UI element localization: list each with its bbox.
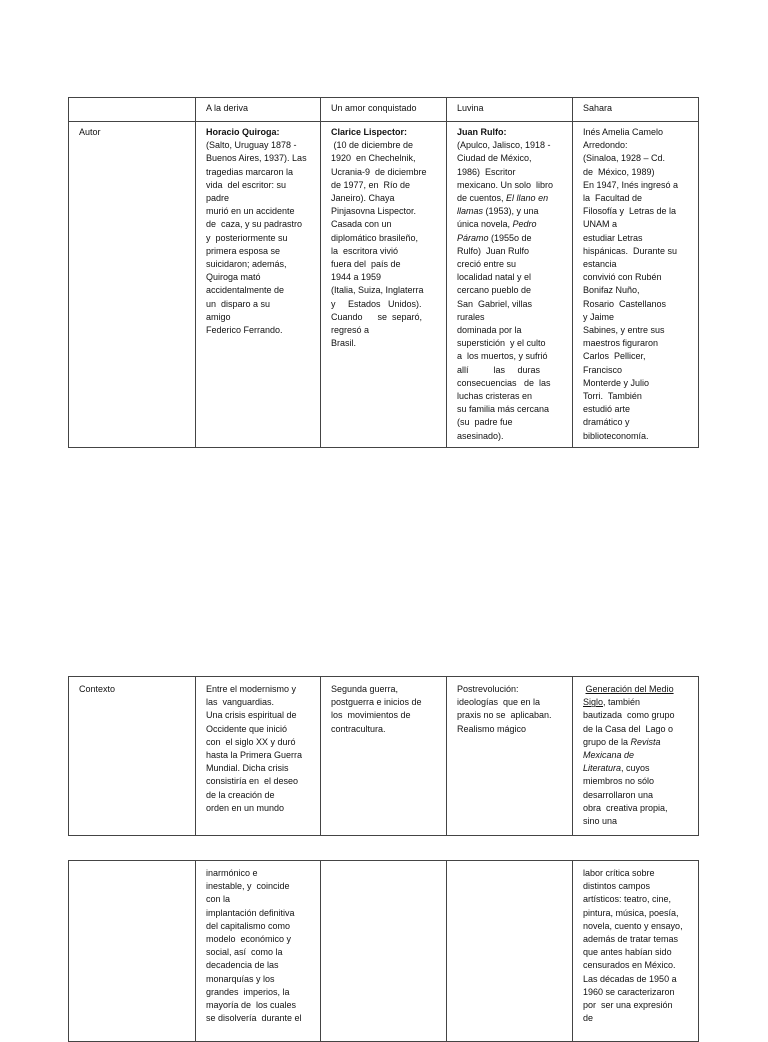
cell-empty-label xyxy=(69,861,196,1042)
text-line: novela, cuento y ensayo, xyxy=(583,920,683,931)
quiroga-bio xyxy=(206,139,314,337)
text-line: modelo económico y xyxy=(206,934,292,945)
text-line: primera esposa se xyxy=(206,245,281,256)
text-line: censurados en México. xyxy=(583,960,676,971)
lispector-bio xyxy=(331,139,440,350)
text-line: se disolvería durante el xyxy=(206,1013,302,1024)
text-line: rurales xyxy=(457,311,485,322)
revista-title-2: Mexicana de xyxy=(583,750,635,761)
text-line: un disparo a su xyxy=(206,298,271,309)
text-line: En 1947, Inés ingresó a xyxy=(583,179,679,190)
text-line: obra creativa propia, xyxy=(583,802,668,813)
text-line: Monterde y Julio xyxy=(583,377,650,388)
text-line: a los muertos, y sufrió xyxy=(457,351,548,362)
row-label-autor: Autor xyxy=(69,122,196,448)
text-line: distintos campos xyxy=(583,881,651,892)
text-line: grandes imperios, la xyxy=(206,986,290,997)
sahara-line-a1: de la Casa del Lago o xyxy=(583,723,674,734)
text-line: de la creación de xyxy=(206,789,275,800)
sahara-line-literatura xyxy=(583,762,692,775)
context-continued-table xyxy=(68,860,699,1042)
text-line: ideologías que en la xyxy=(457,697,541,708)
cell-cont-sahara xyxy=(573,861,699,1042)
cell-cont-luvina-empty xyxy=(447,861,573,1042)
cell-context-sahara xyxy=(573,677,699,836)
cell-context-luvina xyxy=(447,677,573,836)
text-line: regresó a xyxy=(331,325,370,336)
header-row xyxy=(69,98,699,122)
text-line: mayoría de los cuales xyxy=(206,1000,297,1011)
text-line: Torri. También xyxy=(583,391,642,402)
text-line: Bonifaz Nuño, xyxy=(583,285,640,296)
sahara-grupo-prefix: grupo de la xyxy=(583,736,631,747)
text-line: Pinjasovna Lispector. xyxy=(331,206,417,217)
text-line: San Gabriel, villas xyxy=(457,298,533,309)
text-line: las vanguardias. xyxy=(206,697,275,708)
text-line: la escritora vivió xyxy=(331,245,399,256)
text-line: vida del escritor: su xyxy=(206,179,287,190)
text-line: Sabines, y entre sus xyxy=(583,325,665,336)
text-line: postguerra e inicios de xyxy=(331,697,422,708)
text-line: y Jaime xyxy=(583,311,615,322)
text-line: Carlos Pellicer, xyxy=(583,351,646,362)
text-line: hispánicas. Durante su xyxy=(583,245,678,256)
text-line: y posteriormente su xyxy=(206,232,288,243)
text-line: maestros figuraron xyxy=(583,338,659,349)
text-line: artísticos: teatro, cine, xyxy=(583,894,672,905)
text-line: (10 de diciembre de xyxy=(331,140,414,151)
sahara-after-title: , cuyos xyxy=(621,763,650,774)
text-line: accidentalmente de xyxy=(206,285,285,296)
context-amor-text xyxy=(331,683,440,736)
text-line: Ciudad de México, xyxy=(457,153,532,164)
sahara-context-b xyxy=(583,775,692,828)
rulfo-novela-prefix: única novela, xyxy=(457,219,513,230)
text-line: murió en un accidente xyxy=(206,206,295,217)
text-line: inestable, y coincide xyxy=(206,881,290,892)
text-line: Quiroga mató xyxy=(206,272,261,283)
text-line: praxis no se aplicaban. xyxy=(457,710,552,721)
sahara-line-a2 xyxy=(583,736,692,749)
text-line: Janeiro). Chaya xyxy=(331,193,395,204)
author-row xyxy=(69,122,699,448)
text-line: asesinado). xyxy=(457,430,504,441)
text-line: Ucrania-9 de diciembre xyxy=(331,166,427,177)
text-line: inarmónico e xyxy=(206,868,258,878)
text-line: estudiar Letras xyxy=(583,232,643,243)
context-table xyxy=(68,676,699,836)
cell-quiroga xyxy=(196,122,321,448)
author-table xyxy=(68,97,699,448)
rulfo-title-line-3 xyxy=(457,218,566,231)
revista-title-3: Literatura xyxy=(583,763,622,774)
context-row xyxy=(69,677,699,836)
text-line: contracultura. xyxy=(331,723,386,734)
rulfo-title-line-1 xyxy=(457,192,566,205)
text-line: con la xyxy=(206,894,231,905)
header-cell-un-amor-conquistado: Un amor conquistado xyxy=(321,98,447,122)
text-line: labor crítica sobre xyxy=(583,868,655,878)
row-label-contexto: Contexto xyxy=(69,677,196,836)
rulfo-title-line-2 xyxy=(457,205,566,218)
text-line: decadencia de las xyxy=(206,960,279,971)
rulfo-book-title-1b: llamas xyxy=(457,206,484,217)
rulfo-title-line-4 xyxy=(457,232,566,245)
text-line: Realismo mágico xyxy=(457,723,527,734)
text-line: su familia más cercana xyxy=(457,404,550,415)
text-line: sino una xyxy=(583,816,618,827)
text-line: que antes habían sido xyxy=(583,947,672,958)
rulfo-book-title-2b: Páramo xyxy=(457,232,489,243)
text-line: Filosofía y Letras de la xyxy=(583,206,677,217)
text-line: y Estados Unidos). xyxy=(331,298,422,309)
text-line: pintura, música, poesía, xyxy=(583,907,679,918)
cont-sahara-text xyxy=(583,867,692,1025)
cell-context-deriva xyxy=(196,677,321,836)
text-line: dominada por la xyxy=(457,325,522,336)
text-line: fuera del país de xyxy=(331,259,401,270)
context-luvina-text xyxy=(457,683,566,736)
rulfo-after-title-2: (1955o de xyxy=(488,232,532,243)
cell-rulfo xyxy=(447,122,573,448)
text-line: Arredondo: xyxy=(583,140,628,151)
text-line: Cuando se separó, xyxy=(331,311,423,322)
header-cell-a-la-deriva: A la deriva xyxy=(196,98,321,122)
text-line: (su padre fue xyxy=(457,417,513,428)
text-line: superstición y el culto xyxy=(457,338,546,349)
text-line: dramático y xyxy=(583,417,630,428)
text-line: con el siglo XX y duró xyxy=(206,736,296,747)
revista-title-1: Revista xyxy=(630,736,661,747)
text-line: orden en un mundo xyxy=(206,802,285,813)
author-name-rulfo: Juan Rulfo: xyxy=(457,127,507,137)
sahara-link-line xyxy=(583,683,692,696)
header-cell-luvina: Luvina xyxy=(447,98,573,122)
text-line: Rosario Castellanos xyxy=(583,298,667,309)
generacion-link[interactable]: Generación del Medio xyxy=(585,684,674,694)
text-line: implantación definitiva xyxy=(206,907,295,918)
text-line: 1920 en Chechelnik, xyxy=(331,153,416,164)
text-line: de México, 1989) xyxy=(583,166,655,177)
text-line: creció entre su xyxy=(457,259,517,270)
text-line: hasta la Primera Guerra xyxy=(206,750,303,761)
sahara-line-a0: bautizada como grupo xyxy=(583,710,675,721)
cell-cont-deriva xyxy=(196,861,321,1042)
header-cell-empty xyxy=(69,98,196,122)
sahara-after-link: , también xyxy=(603,697,641,708)
text-line: amigo xyxy=(206,311,231,322)
text-line: social, así como la xyxy=(206,947,283,958)
text-line: (Sinaloa, 1928 – Cd. xyxy=(583,153,666,164)
text-line: diplomático brasileño, xyxy=(331,232,419,243)
text-line: de 1977, en Río de xyxy=(331,179,411,190)
text-line: (Salto, Uruguay 1878 - xyxy=(206,140,297,151)
rulfo-book-title-2: Pedro xyxy=(512,219,537,230)
text-line: del capitalismo como xyxy=(206,920,291,931)
text-line: Occidente que inició xyxy=(206,723,288,734)
text-line: los movimientos de xyxy=(331,710,411,721)
text-line: localidad natal y el xyxy=(457,272,532,283)
cell-lispector xyxy=(321,122,447,448)
camelo-bio xyxy=(583,126,692,443)
text-line: cercano pueblo de xyxy=(457,285,532,296)
text-line: Las décadas de 1950 a xyxy=(583,973,677,984)
text-line: allí las duras xyxy=(457,364,541,375)
text-line: 1960 se caracterizaron xyxy=(583,986,675,997)
rulfo-bio-a xyxy=(457,139,566,192)
context-continued-row xyxy=(69,861,699,1042)
author-name-quiroga: Horacio Quiroga: xyxy=(206,127,280,137)
rulfo-cuentos-prefix: de cuentos, xyxy=(457,193,507,204)
text-line: de xyxy=(583,1013,594,1024)
text-line: Segunda guerra, xyxy=(331,684,399,694)
text-line: UNAM a xyxy=(583,219,618,230)
text-line: consistiría en el deseo xyxy=(206,776,299,787)
text-line: luchas cristeras en xyxy=(457,391,533,402)
text-line: miembros no sólo xyxy=(583,776,655,787)
text-line: estudió arte xyxy=(583,404,631,415)
sahara-link-line-2 xyxy=(583,696,692,709)
text-line: desarrollaron una xyxy=(583,789,654,800)
text-line: de caza, y su padrastro xyxy=(206,219,303,230)
text-line: Una crisis espiritual de xyxy=(206,710,297,721)
text-line: 1986) Escritor xyxy=(457,166,516,177)
rulfo-bio-b xyxy=(457,245,566,443)
rulfo-book-title-1: El llano en xyxy=(506,193,549,204)
text-line: Buenos Aires, 1937). Las xyxy=(206,153,307,164)
text-line: (Italia, Suiza, Inglaterra xyxy=(331,285,424,296)
text-line: Casada con un xyxy=(331,219,392,230)
text-line: además de tratar temas xyxy=(583,934,679,945)
author-name-lispector: Clarice Lispector: xyxy=(331,127,408,137)
text-line: la Facultad de xyxy=(583,193,643,204)
rulfo-after-title-1: (1953), y una xyxy=(483,206,539,217)
text-line: padre xyxy=(206,193,230,204)
text-line: estancia xyxy=(583,259,617,270)
text-line: Inés Amelia Camelo xyxy=(583,127,664,137)
text-line: biblioteconomía. xyxy=(583,430,649,441)
text-line: convivió con Rubén xyxy=(583,272,662,283)
cell-cont-amor-empty xyxy=(321,861,447,1042)
text-line: Rulfo) Juan Rulfo xyxy=(457,245,530,256)
text-line: tragedias marcaron la xyxy=(206,166,294,177)
text-line: Postrevolución: xyxy=(457,684,519,694)
generacion-link-2[interactable]: Siglo xyxy=(583,697,604,708)
text-line: consecuencias de las xyxy=(457,377,551,388)
context-deriva-text xyxy=(206,683,314,815)
text-line: suicidaron; además, xyxy=(206,259,287,270)
text-line: (Apulco, Jalisco, 1918 - xyxy=(457,140,551,151)
text-line: Brasil. xyxy=(331,338,357,349)
text-line: 1944 a 1959 xyxy=(331,272,382,283)
cell-context-amor xyxy=(321,677,447,836)
text-line: Federico Ferrando. xyxy=(206,325,283,336)
cont-deriva-text xyxy=(206,867,314,1025)
text-line: Mundial. Dicha crisis xyxy=(206,763,289,774)
header-cell-sahara: Sahara xyxy=(573,98,699,122)
text-line: Entre el modernismo y xyxy=(206,684,297,694)
cell-camelo xyxy=(573,122,699,448)
text-line: Francisco xyxy=(583,364,623,375)
text-line: por ser una expresión xyxy=(583,1000,673,1011)
text-line: monarquías y los xyxy=(206,973,275,984)
text-line: mexicano. Un solo libro xyxy=(457,179,554,190)
